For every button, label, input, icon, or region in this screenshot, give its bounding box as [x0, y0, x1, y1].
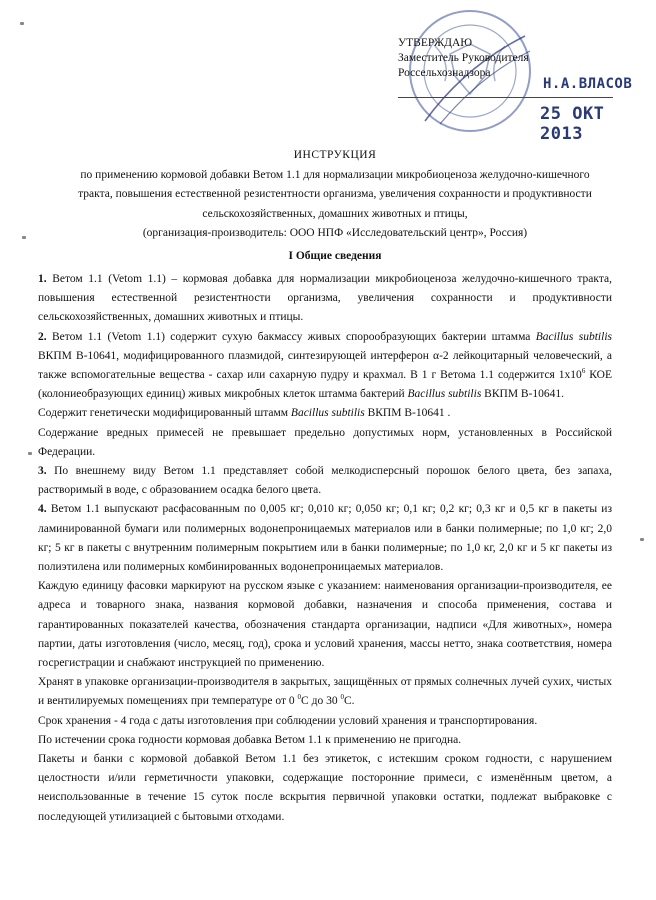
- paragraph-text: По внешнему виду Ветом 1.1 представляет собой мелкодисперсный порошок белого цвета, без запаха, растворимый в воде, с образованием осадка белого цвета.: [38, 465, 612, 497]
- paragraph-text: Ветом 1.1 (Vetom 1.1) содержит сухую бакмассу живых спорообразующих бактерии штамма: [46, 330, 536, 343]
- approval-heading: УТВЕРЖДАЮ: [398, 37, 473, 49]
- paragraph-disposal: Пакеты и банки с кормовой добавкой Ветом 1.1 без этикеток, с истекшим сроком годности, с нарушением целостности и/или герметичности упаковки, содержащие посторонние примеси, с изменённым цветом, а неиспользованные в течение 15 суток после вскрытия первичной упаковки остатки, подлежат выбраковке с последующей утилизацией с бытовыми отходами.: [38, 753, 612, 823]
- paragraph-shelf-life: Срок хранения - 4 года с даты изготовления при соблюдении условий хранения и транспортирования.: [38, 714, 538, 727]
- signer-stamp: Н.А.ВЛАСОВ: [543, 76, 633, 92]
- paragraph-3: [38, 462, 612, 500]
- header-line-1: по применению кормовой добавки Ветом 1.1 для нормализации микробиоценоза желудочно-кишечного: [80, 168, 590, 181]
- degree-mark: 0: [297, 693, 302, 702]
- species-name: Bacillus subtilis: [290, 407, 365, 420]
- paragraph-text: Содержит генетически модифицированный штамм: [38, 407, 291, 420]
- scan-speck: [22, 236, 26, 239]
- paragraph-text: С до 30: [301, 695, 341, 708]
- paragraph-gmo: [38, 404, 612, 423]
- paragraph-text: Хранят в упаковке организации-производителя в закрытых, защищённых от прямых солнечных лучей сухих, чистых и вентилируемых помещениях при температуре от 0: [38, 676, 612, 708]
- degree-mark: 0: [340, 693, 344, 702]
- paragraph-text: ВКПМ В-10641, модифицированного плазмидой, синтезирующей интерферон α-2 лейкоцитарный человеческий, а также вспомогательные вещества - сахар или сахарную пудру и крахмал. В 1 г Ветома 1.1 содержится 1х10: [38, 349, 612, 382]
- scan-speck: [640, 538, 644, 541]
- scan-speck: [20, 22, 24, 25]
- approval-agency: Россельхознадзора: [398, 67, 491, 79]
- paragraph-text: ВКПМ В-10641 .: [364, 407, 451, 420]
- paragraph-2: [38, 328, 612, 405]
- signature-line: [398, 97, 613, 98]
- paragraph-text: Ветом 1.1 (Vetom 1.1) – кормовая добавка для нормализации микробиоценоза желудочно-кишечного тракта, повышения естественной резистентности организма, увеличения сохранности и продуктивности сельскохозяйственных, домашних животных и птицы.: [38, 273, 612, 324]
- paragraph-number: 3.: [38, 465, 47, 478]
- species-name: Bacillus subtilis: [407, 388, 482, 401]
- header-line-2: тракта, повышения естественной резистентности организма, увеличения сохранности и продуктивности: [78, 188, 592, 200]
- approval-position: Заместитель Руководителя: [398, 52, 529, 64]
- paragraph-number: 1.: [38, 273, 47, 285]
- approval-block: [398, 36, 598, 81]
- header-line-3: сельскохозяйственных, домашних животных и птицы,: [202, 207, 468, 220]
- paragraph-text: Ветом 1.1 выпускают расфасованным по 0,005 кг; 0,010 кг; 0,050 кг; 0,1 кг; 0,2 кг; 0,3 кг и 0,5 кг в пакеты из ламинированной бумаги или полимерных водонепроницаемых материалов или в банки полимерные; по 1,0 кг; 2,0 кг; 5 кг в пакеты с внутренним полимерным покрытием или в банки полимерные; по 1,0 кг, 2,0 кг и 5 кг пакеты из полиэтилена или полимерных комбинированных водонепроницаемых материалов.: [38, 503, 612, 574]
- document-body: [38, 270, 612, 827]
- paragraph-storage: [38, 673, 612, 711]
- paragraph-1: [38, 270, 612, 328]
- paragraph-expiry: По истечении срока годности кормовая добавка Ветом 1.1 к применению не пригодна.: [38, 733, 462, 746]
- species-name: Bacillus subtilis: [535, 330, 612, 343]
- paragraph-number: 4.: [38, 503, 47, 516]
- paragraph-text: ВКПМ В-10641.: [481, 388, 565, 401]
- paragraph-labeling: Каждую единицу фасовки маркируют на русском языке с указанием: наименования организации-производителя, ее адреса и товарного знака, названия кормовой добавки, назначения и способа применения, состава и гарантированных показателей качества, обозначения стандарта организации, надписи «Для животных», номера партии, даты изготовления (число, месяц, год), срока и условий хранения, массы нетто, знака соответствия, номера госрегистрации и снабжают инструкцией по применению.: [38, 580, 612, 670]
- document-header: [40, 146, 630, 244]
- scan-speck: [28, 452, 32, 455]
- date-stamp: 25 ОКТ 2013: [540, 104, 605, 144]
- exponent: 6: [581, 367, 586, 376]
- paragraph-text: КОЕ (колониеобразующих единиц) живых микробных клеток штамма бактерий: [38, 369, 612, 401]
- paragraph-number: 2.: [38, 330, 47, 343]
- paragraph-impurities: Содержание вредных примесей не превышает предельно допустимых норм, установленных в Российской Федерации.: [38, 426, 612, 458]
- header-line-4: (организация-производитель: ООО НПФ «Исследовательский центр», Россия): [142, 227, 528, 239]
- document-title: ИНСТРУКЦИЯ: [293, 149, 377, 161]
- paragraph-4: [38, 500, 612, 577]
- paragraph-text: С.: [343, 695, 355, 708]
- section-title: I Общие сведения: [288, 250, 382, 262]
